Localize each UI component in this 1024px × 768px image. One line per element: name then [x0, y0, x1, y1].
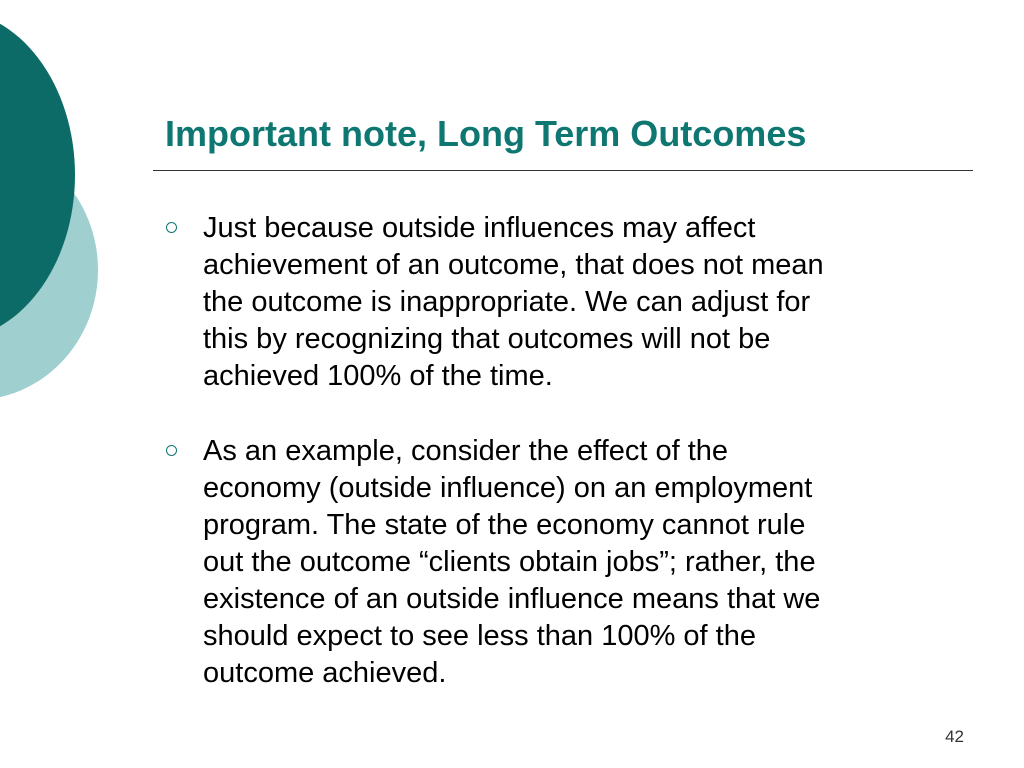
bullet-text: Just because outside influences may affect achievement of an outcome, that does not mean the outcome is inappropriate. We can adjust for this by recognizing that outcomes will not be achieved 100% of the time.	[203, 212, 824, 392]
bullet-list	[160, 210, 950, 730]
hollow-circle-bullet-icon	[166, 445, 177, 456]
page-number: 42	[945, 727, 964, 746]
slide-title: Important note, Long Term Outcomes	[165, 113, 807, 154]
hollow-circle-bullet-icon	[166, 222, 177, 233]
bullet-item	[160, 210, 950, 395]
bullet-item	[160, 433, 950, 692]
bullet-text: As an example, consider the effect of the economy (outside influence) on an employment program. The state of the economy cannot rule out the outcome “clients obtain jobs”; rather, the existence of an outside influence means that we should expect to see less than 100% of the outcome achieved.	[203, 435, 821, 689]
title-divider	[153, 170, 973, 171]
